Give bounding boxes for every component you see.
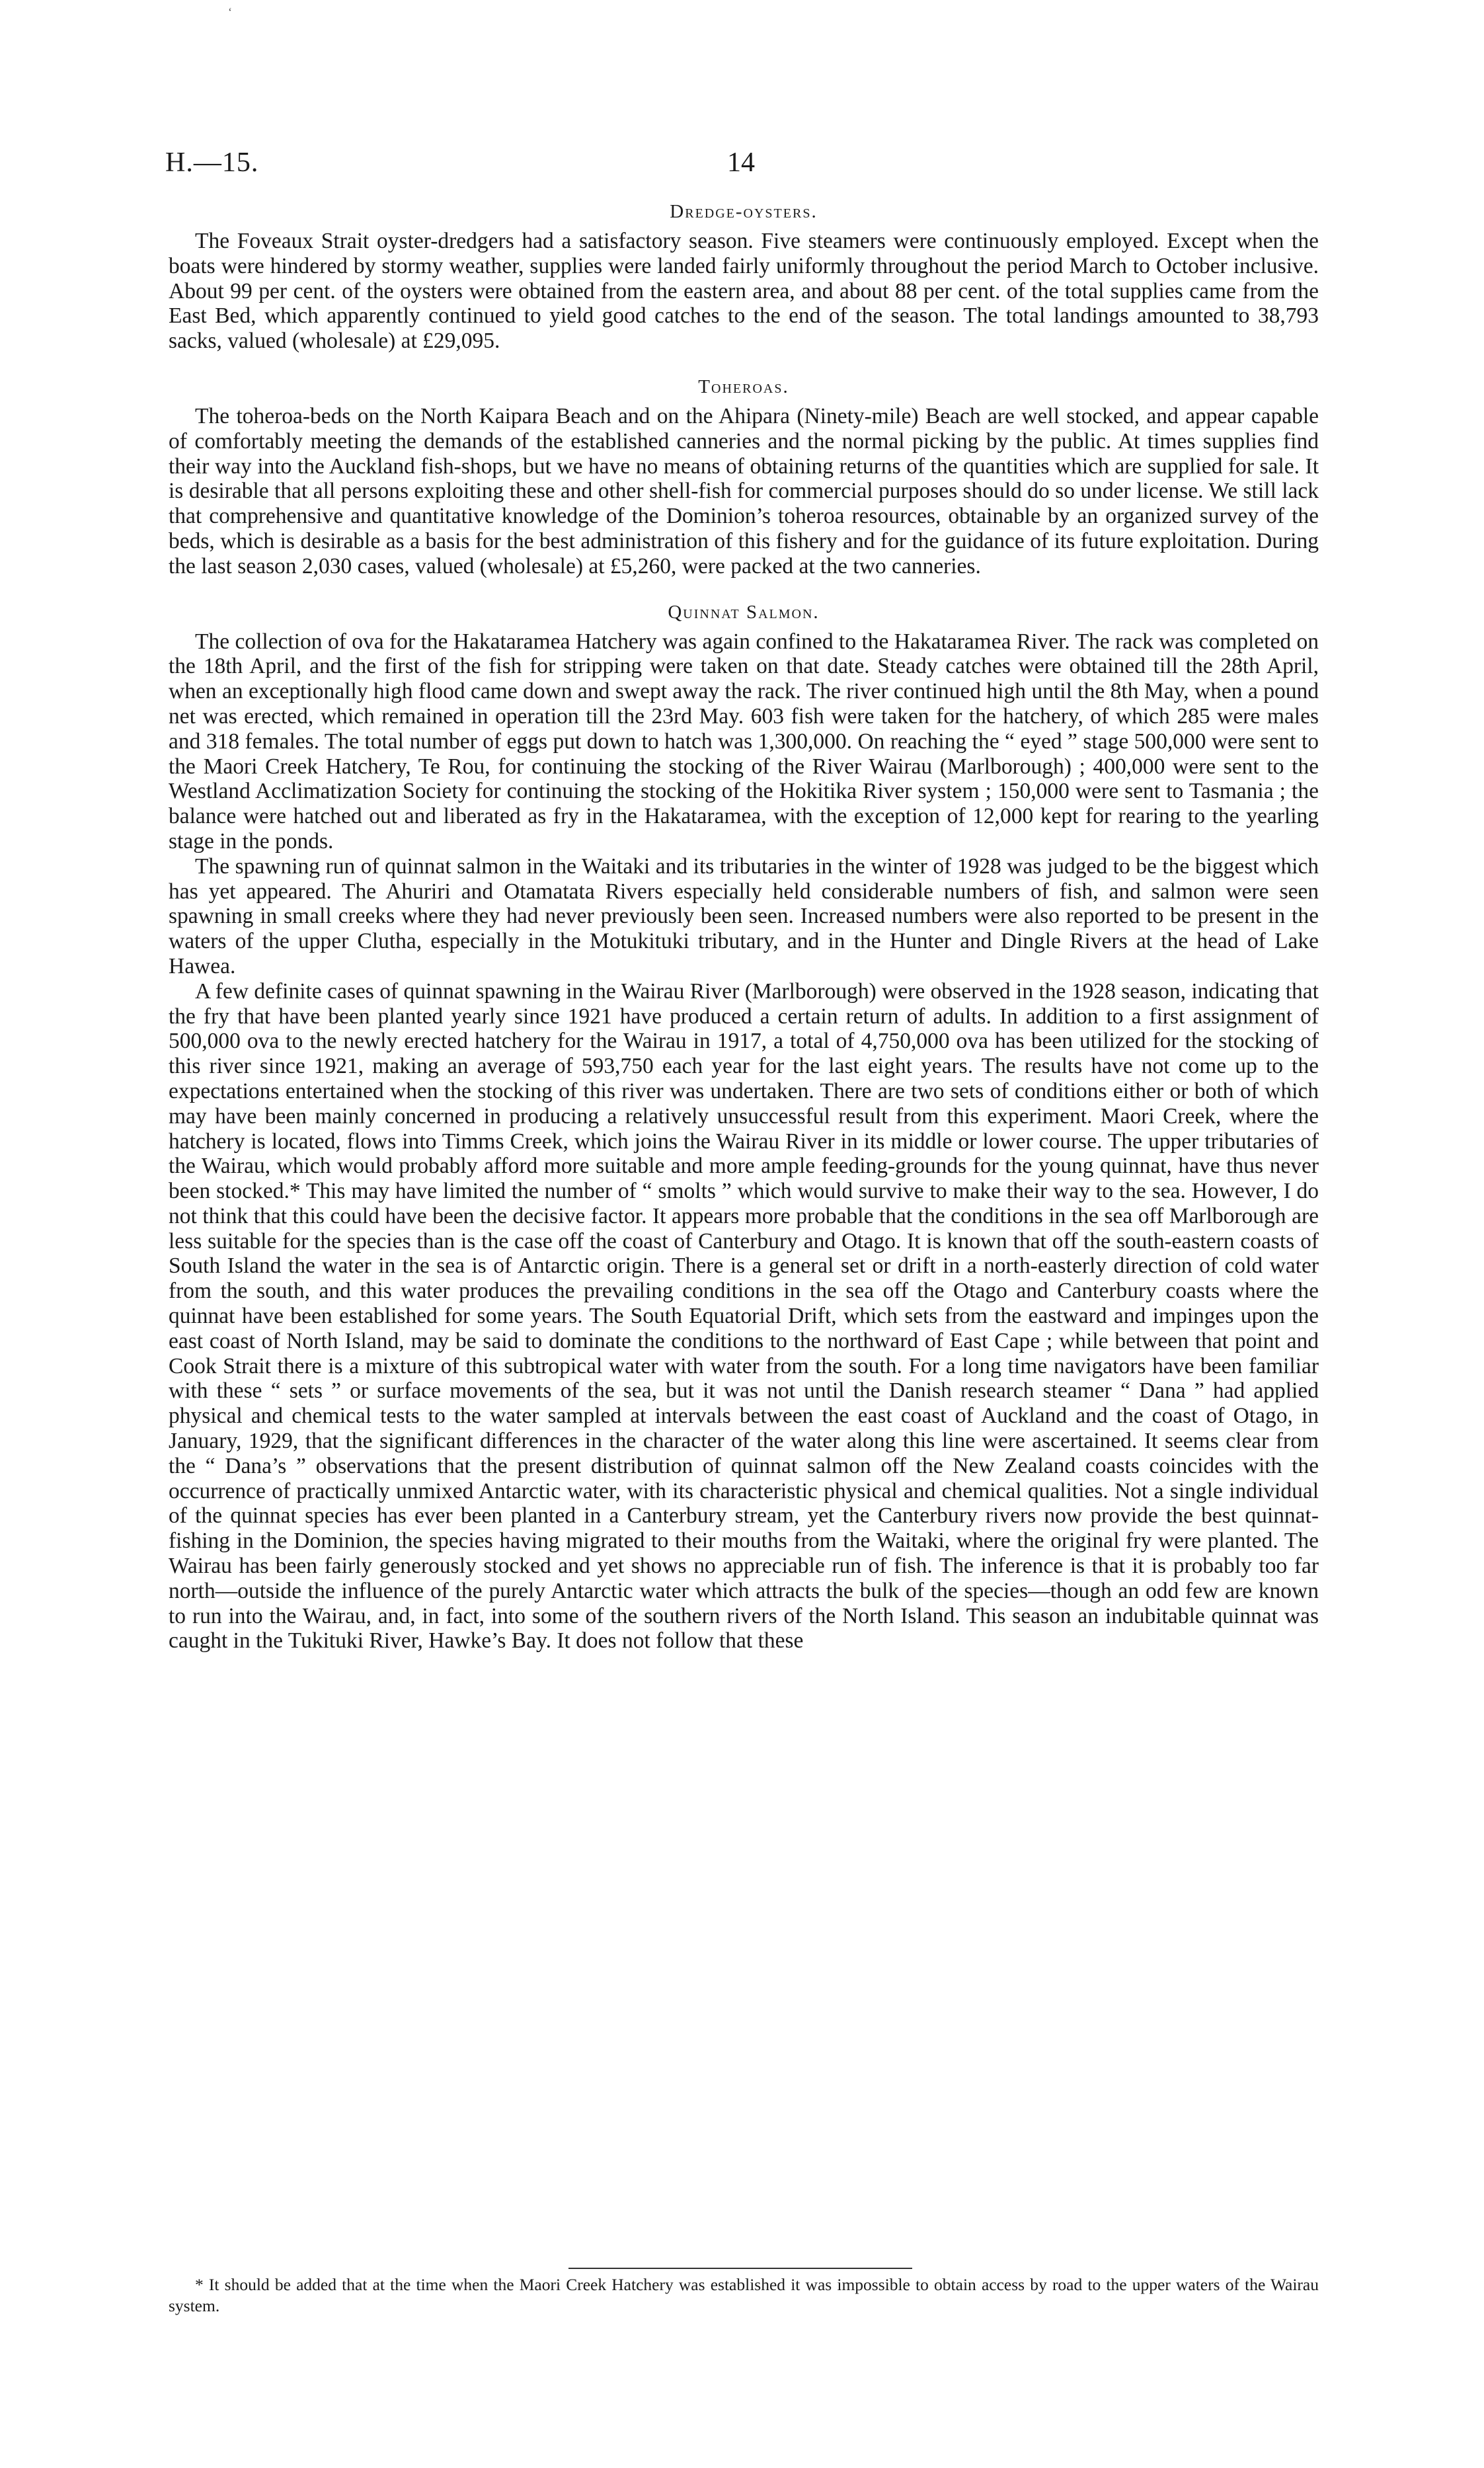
footnote: * It should be added that at the time when the Maori Creek Hatchery was established it was impossible to obtain access by road to the upper waters of the Wairau system. [169, 2275, 1319, 2315]
section-quinnat-salmon [169, 599, 1319, 1654]
page-number: 14 [727, 147, 755, 178]
body-text [169, 198, 1319, 1673]
document-reference: H.—15. [165, 147, 259, 178]
paragraph: The Foveaux Strait oyster-dredgers had a satisfactory season. Five steamers were continuously employed. Except when the boats were hindered by stormy weather, supplies were landed fairly uniformly throughout the period March to October inclusive. About 99 per cent. of the oysters were obtained from the eastern area, and about 88 per cent. of the total supplies came from the East Bed, which apparently continued to yield good catches to the end of the season. The total landings amounted to 38,793 sacks, valued (wholesale) at £29,095. [169, 229, 1319, 354]
paragraph: The spawning run of quinnat salmon in the Waitaki and its tributaries in the winter of 1928 was judged to be the biggest which has yet appeared. The Ahuriri and Otamatata Rivers especially held considerable numbers of fish, and salmon were seen spawning in small creeks where they had never previously been seen. Increased numbers were also reported to be present in the waters of the upper Clutha, especially in the Motukituki tributary, and in the Hunter and Dingle Rivers at the head of Lake Hawea. [169, 854, 1319, 978]
footnote-divider [568, 2268, 912, 2269]
paragraph: The toheroa-beds on the North Kaipara Beach and on the Ahipara (Ninety-mile) Beach are well stocked, and appear capable of comfortably meeting the demands of the established canneries and the normal picking by the public. At times supplies find their way into the Auckland fish-shops, but we have no means of obtaining returns of the quantities which are supplied for sale. It is desirable that all persons exploiting these and other shell-fish for commercial purposes should do so under license. We still lack that comprehensive and quantitative knowledge of the Dominion’s toheroa resources, obtainable by an organized survey of the beds, which is desirable as a basis for the best administration of this fishery and for the guidance of its future exploitation. During the last season 2,030 cases, valued (wholesale) at £5,260, were packed at the two canneries. [169, 403, 1319, 578]
print-speck: ʻ [228, 5, 232, 19]
section-heading: Quinnat Salmon. [668, 601, 820, 623]
paragraph: A few definite cases of quinnat spawning in the Wairau River (Marlborough) were observed in the 1928 season, indicating that the fry that have been planted yearly since 1921 have produced a certain return of adults. In addition to a first assignment of 500,000 ova to the newly erected hatchery for the Wairau in 1917, a total of 4,750,000 ova has been utilized for the stocking of this river since 1921, making an average of 593,750 each year for the last eight years. The results have not come up to the expectations entertained when the stocking of this river was undertaken. There are two sets of conditions either or both of which may have been mainly concerned in producing a relatively unsuccessful result from this experiment. Maori Creek, where the hatchery is located, flows into Timms Creek, which joins the Wairau River in its middle or lower course. The upper tributaries of the Wairau, which would probably afford more suitable and more ample feeding-grounds for the young quinnat, have thus never been stocked.* This may have limited the number of “ smolts ” which would survive to make their way to the sea. However, I do not think that this could have been the decisive factor. It appears more probable that the conditions in the sea off Marlborough are less suitable for the species than is the case off the coast of Canterbury and Otago. It is known that off the south-eastern coasts of South Island the water in the sea is of Antarctic origin. There is a general set or drift in a north-easterly direction of cold water from the south, and this water produces the prevailing conditions in the sea off the Otago and Canterbury coasts where the quinnat have been established for some years. The South Equatorial Drift, which sets from the eastward and impinges upon the east coast of North Island, may be said to dominate the conditions to the northward of East Cape ; while between that point and Cook Strait there is a mixture of this subtropical water with water from the south. For a long time navigators have been familiar with these “ sets ” or surface movements of the sea, but it was not until the Danish research steamer “ Dana ” had applied physical and chemical tests to the water sampled at intervals between the east coast of Auckland and the coast of Otago, in January, 1929, that the significant differences in the character of the water along this line were ascertained. It seems clear from the “ Dana’s ” observations that the present distribution of quinnat salmon off the New Zealand coasts coincides with the occurrence of practically unmixed Antarctic water, with its characteristic physical and chemical qualities. Not a single individual of the quinnat species has ever been planted in a Canterbury stream, yet the Canterbury rivers now provide the best quinnat-fishing in the Dominion, the species having migrated to their mouths from the Waitaki, where the original fry were planted. The Wairau has been fairly generously stocked and yet shows no appreciable run of fish. The inference is that it is probably too far north—outside the influence of the purely Antarctic water which attracts the bulk of the species—though an odd few are known to run into the Wairau, and, in fact, into some of the southern rivers of the North Island. This season an indubitable quinnat was caught in the Tukituki River, Hawke’s Bay. It does not follow that these [169, 978, 1319, 1653]
section-heading: Toheroas. [698, 376, 789, 397]
section-toheroas [169, 374, 1319, 579]
section-heading: Dredge-oysters. [670, 201, 818, 222]
paragraph: The collection of ova for the Hakataramea Hatchery was again confined to the Hakataramea River. The rack was completed on the 18th April, and the first of the fish for stripping were taken on that date. Steady catches were obtained till the 28th April, when an exceptionally high flood came down and swept away the rack. The river continued high until the 8th May, when a pound net was erected, which remained in operation till the 23rd May. 603 fish were taken for the hatchery, of which 285 were males and 318 females. The total number of eggs put down to hatch was 1,300,000. On reaching the “ eyed ” stage 500,000 were sent to the Maori Creek Hatchery, Te Rou, for continuing the stocking of the River Wairau (Marlborough) ; 400,000 were sent to the Westland Acclimatization Society for continuing the stocking of the Hokitika River system ; 150,000 were sent to Tasmania ; the balance were hatched out and liberated as fry in the Hakataramea, with the exception of 12,000 kept for rearing to the yearling stage in the ponds. [169, 629, 1319, 854]
section-dredge-oysters [169, 198, 1319, 354]
